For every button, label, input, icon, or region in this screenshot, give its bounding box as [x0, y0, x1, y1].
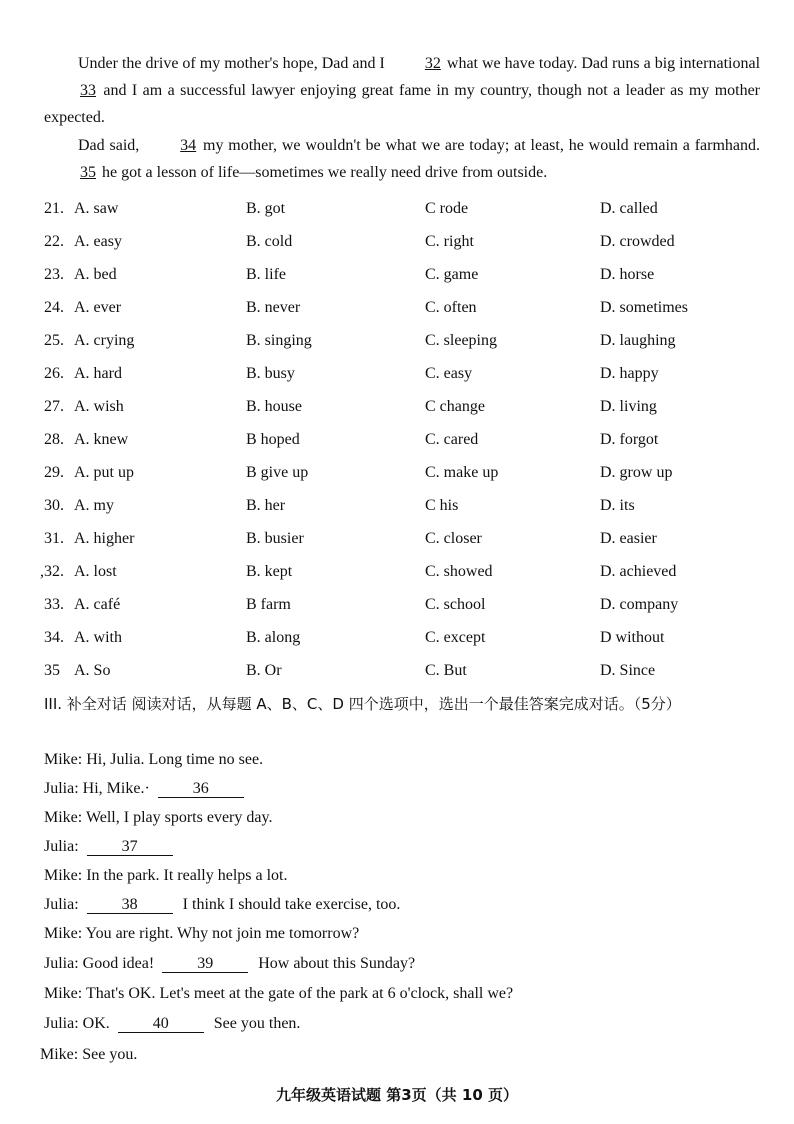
option-a: A. lost [74, 563, 117, 580]
question-number: 29. [44, 464, 64, 481]
page-footer: 九年级英语试题 第3页（共 10 页） [276, 1086, 518, 1104]
option-row-29 [0, 464, 794, 494]
question-number: 27. [44, 398, 64, 415]
dialogue-text: In the park. It really helps a lot. [86, 867, 288, 884]
speaker: Mike: [44, 751, 83, 768]
option-c: C. school [425, 596, 486, 613]
dialogue-line [44, 955, 415, 973]
speaker: Mike: [44, 985, 83, 1002]
option-a: A. put up [74, 464, 134, 481]
passage-text: my mother, we wouldn't be what we are today; at least, he would remain a farmhand. [203, 137, 761, 154]
dialogue-line [44, 896, 400, 914]
option-a: A. wish [74, 398, 124, 415]
option-b: B. along [246, 629, 301, 646]
option-row-24 [0, 299, 794, 329]
blank-37: 37 [87, 838, 173, 856]
option-row-23 [0, 266, 794, 296]
dialogue-line [44, 838, 179, 856]
question-number: 26. [44, 365, 64, 382]
option-d: D. Since [600, 662, 656, 679]
option-d: D without [600, 629, 665, 646]
option-row-30 [0, 497, 794, 527]
blank-34: 34 [180, 137, 197, 154]
option-a: A. higher [74, 530, 135, 547]
option-row-28 [0, 431, 794, 461]
dialogue-text: How about this Sunday? [258, 955, 416, 972]
option-d: D. called [600, 200, 658, 217]
option-c: C. closer [425, 530, 482, 547]
passage-paragraph-2 [44, 132, 760, 186]
dialogue-line [44, 867, 287, 885]
option-d: D. company [600, 596, 679, 613]
dialogue-text: Good idea! [82, 955, 155, 972]
option-a: A. hard [74, 365, 122, 382]
dialogue-text: You are right. Why not join me tomorrow? [85, 925, 360, 942]
speaker: Julia: [44, 838, 79, 855]
blank-32: 32 [424, 55, 441, 72]
blank-39: 39 [162, 955, 248, 973]
blank-40: 40 [118, 1015, 204, 1033]
option-row-34 [0, 629, 794, 659]
blank-36: 36 [158, 780, 244, 798]
section-3-title: III. 补全对话 阅读对话，从每题 A、B、C、D 四个选项中，选出一个最佳答案完成对话。（5分） [44, 695, 681, 713]
option-row-26 [0, 365, 794, 395]
option-a: A. So [74, 662, 111, 679]
passage-text: what we have today. Dad runs a big international [446, 55, 761, 72]
option-b: B. Or [246, 662, 282, 679]
option-c: C. make up [425, 464, 499, 481]
option-a: A. easy [74, 233, 122, 250]
option-b: B. busier [246, 530, 304, 547]
speaker: Mike: [40, 1046, 79, 1063]
option-b: B give up [246, 464, 309, 481]
speaker: Mike: [44, 809, 83, 826]
option-d: D. sometimes [600, 299, 688, 316]
question-number: 31. [44, 530, 64, 547]
option-b: B. busy [246, 365, 295, 382]
option-row-25 [0, 332, 794, 362]
speaker: Mike: [44, 867, 83, 884]
passage-text: and I am a successful lawyer enjoying great fame in my country, though not a leader as my mother expected. [44, 82, 761, 126]
question-number: ,32. [40, 563, 64, 580]
option-b: B. her [246, 497, 286, 514]
question-number: 24. [44, 299, 64, 316]
option-c: C. right [425, 233, 474, 250]
option-c: C. sleeping [425, 332, 497, 349]
blank-33: 33 [80, 82, 96, 99]
option-d: D. laughing [600, 332, 676, 349]
option-c: C. often [425, 299, 477, 316]
speaker: Mike: [44, 925, 83, 942]
option-a: A. with [74, 629, 122, 646]
speaker: Julia: [44, 1015, 79, 1032]
question-number: 30. [44, 497, 64, 514]
dialogue-text: Hi, Julia. Long time no see. [86, 751, 264, 768]
question-number: 28. [44, 431, 64, 448]
option-b: B. kept [246, 563, 293, 580]
blank-38: 38 [87, 896, 173, 914]
option-d: D. living [600, 398, 657, 415]
option-a: A. crying [74, 332, 135, 349]
option-row-35 [0, 662, 794, 692]
dialogue-line [40, 1046, 137, 1064]
option-b: B farm [246, 596, 291, 613]
question-number: 35 [44, 662, 60, 679]
dialogue-text: That's OK. Let's meet at the gate of the park at 6 o'clock, shall we? [85, 985, 514, 1002]
option-a: A. ever [74, 299, 122, 316]
speaker: Julia: [44, 780, 79, 797]
option-d: D. crowded [600, 233, 675, 250]
option-row-22 [0, 233, 794, 263]
question-number: 25. [44, 332, 64, 349]
option-c: C. But [425, 662, 467, 679]
option-b: B. house [246, 398, 302, 415]
option-c: C. easy [425, 365, 473, 382]
option-row-32 [0, 563, 794, 593]
dialogue-line [44, 809, 272, 827]
option-d: D. easier [600, 530, 657, 547]
passage-text: he got a lesson of life—sometimes we really need drive from outside. [102, 164, 548, 181]
dialogue-line [44, 1015, 300, 1033]
option-a: A. café [74, 596, 121, 613]
option-c: C rode [425, 200, 469, 217]
option-row-31 [0, 530, 794, 560]
option-d: D. achieved [600, 563, 677, 580]
question-number: 21. [44, 200, 64, 217]
option-row-21 [0, 200, 794, 230]
passage-paragraph-1 [44, 50, 760, 131]
dialogue-text: Hi, Mike.· [82, 780, 150, 797]
option-c: C. except [425, 629, 486, 646]
option-d: D. grow up [600, 464, 673, 481]
question-number: 22. [44, 233, 64, 250]
option-a: A. bed [74, 266, 117, 283]
dialogue-line [44, 780, 250, 798]
option-row-27 [0, 398, 794, 428]
option-b: B. life [246, 266, 286, 283]
question-number: 33. [44, 596, 64, 613]
question-number: 34. [44, 629, 64, 646]
option-b: B. singing [246, 332, 312, 349]
option-a: A. my [74, 497, 114, 514]
blank-35: 35 [80, 164, 96, 181]
dialogue-line [44, 925, 359, 943]
option-d: D. horse [600, 266, 655, 283]
option-c: C change [425, 398, 485, 415]
option-row-33 [0, 596, 794, 626]
question-number: 23. [44, 266, 64, 283]
speaker: Julia: [44, 896, 79, 913]
dialogue-text: OK. [82, 1015, 110, 1032]
option-b: B. never [246, 299, 301, 316]
option-d: D. happy [600, 365, 659, 382]
passage-text: Under the drive of my mother's hope, Dad and I [78, 55, 385, 72]
option-c: C. cared [425, 431, 479, 448]
option-b: B. cold [246, 233, 293, 250]
dialogue-line [44, 751, 263, 769]
option-b: B. got [246, 200, 286, 217]
option-d: D. its [600, 497, 635, 514]
option-a: A. knew [74, 431, 129, 448]
dialogue-text: See you then. [213, 1015, 301, 1032]
speaker: Julia: [44, 955, 79, 972]
dialogue-text: See you. [82, 1046, 138, 1063]
option-a: A. saw [74, 200, 119, 217]
option-c: C. game [425, 266, 479, 283]
passage-text: Dad said, [78, 137, 140, 154]
option-c: C his [425, 497, 459, 514]
dialogue-text: Well, I play sports every day. [85, 809, 273, 826]
option-b: B hoped [246, 431, 300, 448]
option-d: D. forgot [600, 431, 659, 448]
dialogue-text: I think I should take exercise, too. [182, 896, 401, 913]
option-c: C. showed [425, 563, 493, 580]
dialogue-line [44, 985, 513, 1003]
